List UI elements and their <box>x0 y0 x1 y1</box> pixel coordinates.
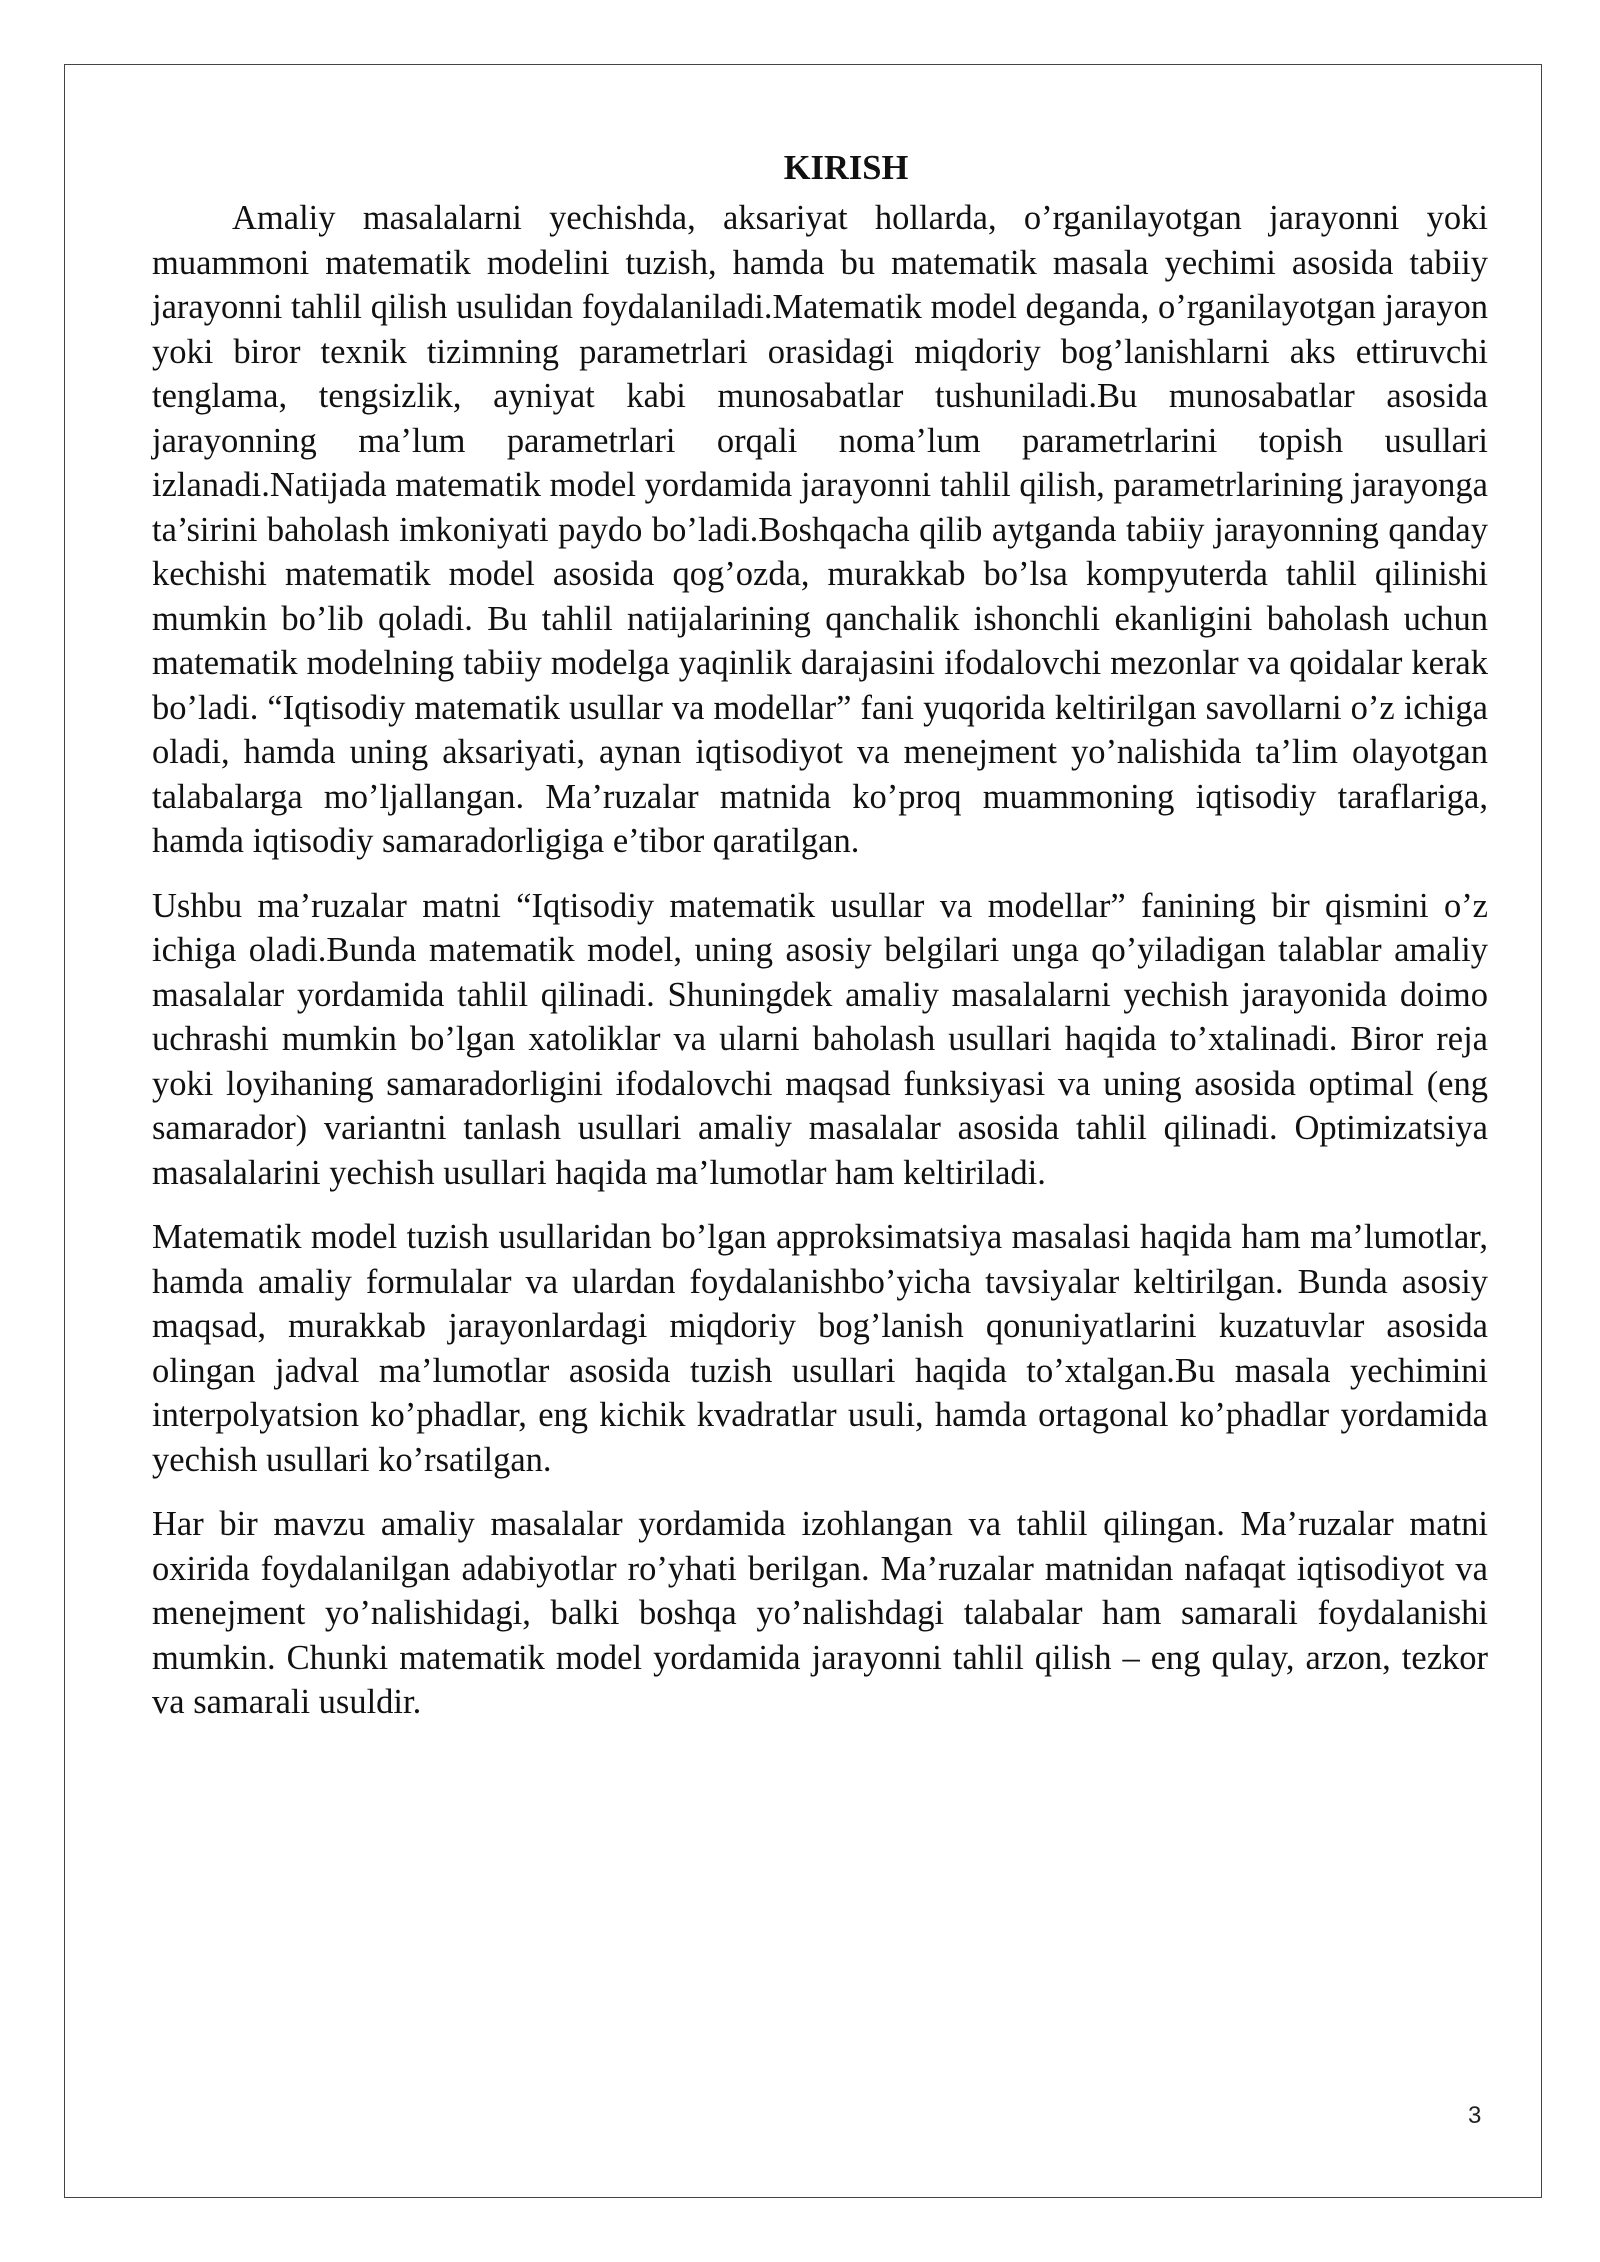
paragraph-approximation: Matematik model tuzish usullaridan bo’lgan approksimatsiya masalasi haqida ham ma’lumotlar, hamda amaliy formulalar va ulardan foydalanishbo’yicha tavsiyalar keltirilgan. Bunda asosiy maqsad, murakkab jarayonlardagi miqdoriy bog’lanish qonuniyatlarini kuzatuvlar asosida olingan jadval ma’lumotlar asosida tuzish usullari haqida to’xtalgan.Bu masala yechimini interpolyatsion ko’phadlar, eng kichik kvadratlar usuli, hamda ortagonal ko’phadlar yordamida yechish usullari ko’rsatilgan. <box>152 1218 1488 1479</box>
document-body <box>152 146 1488 1745</box>
page-title: KIRISH <box>783 149 909 187</box>
paragraph-lecture-scope: Ushbu ma’ruzalar matni “Iqtisodiy matematik usullar va modellar” fanining bir qismini o’z ichiga oladi.Bunda matematik model, uning asosiy belgilari unga qo’yiladigan talablar amaliy masalalar yordamida tahlil qilinadi. Shuningdek amaliy masalalarni yechish jarayonida doimo uchrashi mumkin bo’lgan xatoliklar va ularni baholash usullari haqida to’xtalinadi. Biror reja yoki loyihaning samaradorligini ifodalovchi maqsad funksiyasi va uning asosida optimal (eng samarador) variantni tanlash usullari amaliy masalalar asosida tahlil qilinadi. Optimizatsiya masalalarini yechish usullari haqida ma’lumotlar ham keltiriladi. <box>152 886 1488 1192</box>
paragraph-intro: Amaliy masalalarni yechishda, aksariyat hollarda, o’rganilayotgan jarayonni yoki muammoni matematik modelini tuzish, hamda bu matematik masala yechimi asosida tabiiy jarayonni tahlil qilish usulidan foydalaniladi.Matematik model deganda, o’rganilayotgan jarayon yoki biror texnik tizimning parametrlari orasidagi miqdoriy bog’lanishlarni aks ettiruvchi tenglama, tengsizlik, ayniyat kabi munosabatlar tushuniladi.Bu munosabatlar asosida jarayonning ma’lum parametrlari orqali noma’lum parametrlarini topish usullari izlanadi.Natijada matematik model yordamida jarayonni tahlil qilish, parametrlarining jarayonga ta’sirini baholash imkoniyati paydo bo’ladi.Boshqacha qilib aytganda tabiiy jarayonning qanday kechishi matematik model asosida qog’ozda, murakkab bo’lsa kompyuterda tahlil qilinishi mumkin bo’lib qoladi. Bu tahlil natijalarining qanchalik ishonchli ekanligini baholash uchun matematik modelning tabiiy modelga yaqinlik darajasini ifodalovchi mezonlar va qoidalar kerak bo’ladi. “Iqtisodiy matematik usullar va modellar” fani yuqorida keltirilgan savollarni o’z ichiga oladi, hamda uning aksariyati, aynan iqtisodiyot va menejment yo’nalishida ta’lim olayotgan talabalarga mo’ljallangan. Ma’ruzalar matnida ko’proq muammoning iqtisodiy taraflariga, hamda iqtisodiy samaradorligiga e’tibor qaratilgan. <box>152 199 1488 860</box>
page-number: 3 <box>1468 2102 1482 2129</box>
paragraph-conclusion: Har bir mavzu amaliy masalalar yordamida izohlangan va tahlil qilingan. Ma’ruzalar matni oxirida foydalanilgan adabiyotlar ro’yhati berilgan. Ma’ruzalar matnidan nafaqat iqtisodiyot va menejment yo’nalishidagi, balki boshqa yo’nalishdagi talabalar ham samarali foydalanishi mumkin. Chunki matematik model yordamida jarayonni tahlil qilish – eng qulay, arzon, tezkor va samarali usuldir. <box>152 1505 1488 1721</box>
